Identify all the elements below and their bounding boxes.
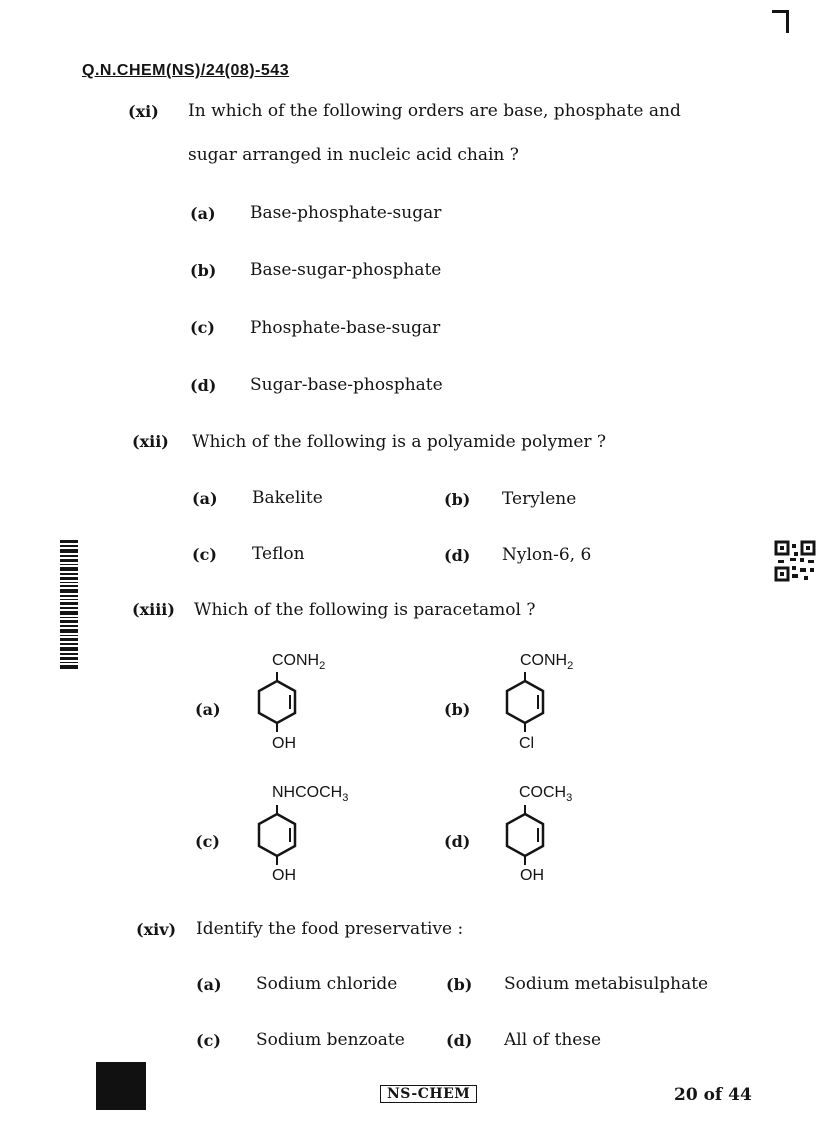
footer-subject-code: NS-CHEM	[380, 1085, 477, 1103]
benzene-ring	[498, 805, 558, 865]
option-label: (d)	[444, 546, 471, 565]
option-label: (d)	[444, 832, 471, 851]
question-number-xiii: (xiii)	[132, 600, 175, 619]
option-text: Terylene	[502, 489, 577, 509]
question-text-xi-line1: In which of the following orders are base, phosphate and	[188, 101, 681, 121]
registration-block	[96, 1062, 146, 1110]
substituent-bottom: OH	[272, 867, 296, 884]
page-total: 44	[728, 1085, 752, 1105]
paper-code-header: Q.N.CHEM(NS)/24(08)-543	[82, 62, 290, 79]
barcode-icon	[60, 540, 78, 672]
option-text: Teflon	[252, 544, 305, 564]
option-label: (c)	[195, 832, 220, 851]
option-label: (d)	[446, 1031, 473, 1050]
option-text: Base-phosphate-sugar	[250, 203, 442, 223]
option-text: Sodium benzoate	[256, 1030, 405, 1050]
option-text: Sodium metabisulphate	[504, 974, 709, 994]
question-text-xii: Which of the following is a polyamide polymer ?	[192, 432, 607, 452]
option-text: All of these	[504, 1030, 602, 1050]
qr-code-icon	[776, 542, 816, 582]
page-number: 20	[674, 1085, 698, 1105]
option-label: (a)	[190, 204, 216, 223]
option-label: (c)	[192, 545, 217, 564]
page-indicator	[674, 1085, 752, 1105]
option-label: (b)	[444, 700, 471, 719]
option-label: (c)	[196, 1031, 221, 1050]
question-text-xi-line2: sugar arranged in nucleic acid chain ?	[188, 145, 519, 165]
benzene-ring	[250, 805, 310, 865]
question-number-xi: (xi)	[128, 102, 159, 121]
option-text: Sugar-base-phosphate	[250, 375, 443, 395]
option-text: Bakelite	[252, 488, 323, 508]
option-text: Base-sugar-phosphate	[250, 260, 442, 280]
option-label: (a)	[196, 975, 222, 994]
option-label: (b)	[446, 975, 473, 994]
substituent-bottom: Cl	[519, 735, 535, 752]
substituent-top: $CONH_2$	[272, 652, 326, 673]
option-label: (a)	[195, 700, 221, 719]
option-label: (b)	[190, 261, 217, 280]
option-label: (b)	[444, 490, 471, 509]
option-label: (d)	[190, 376, 217, 395]
substituent-top: $COCH_3$	[519, 784, 573, 805]
option-label: (c)	[190, 318, 215, 337]
benzene-ring	[498, 672, 558, 732]
corner-mark	[772, 10, 789, 33]
question-number-xiv: (xiv)	[136, 920, 177, 939]
substituent-bottom: OH	[520, 867, 544, 884]
substituent-top: $NHCOCH_3$	[272, 784, 349, 805]
option-text: Nylon-6, 6	[502, 545, 592, 565]
question-number-xii: (xii)	[132, 432, 169, 451]
question-text-xiii: Which of the following is paracetamol ?	[194, 600, 536, 620]
option-text: Phosphate-base-sugar	[250, 318, 441, 338]
option-text: Sodium chloride	[256, 974, 398, 994]
substituent-bottom: OH	[272, 735, 296, 752]
question-text-xiv: Identify the food preservative :	[196, 919, 464, 939]
option-label: (a)	[192, 489, 218, 508]
page-of: of	[703, 1085, 723, 1105]
benzene-ring	[250, 672, 310, 732]
substituent-top: $CONH_2$	[520, 652, 574, 673]
